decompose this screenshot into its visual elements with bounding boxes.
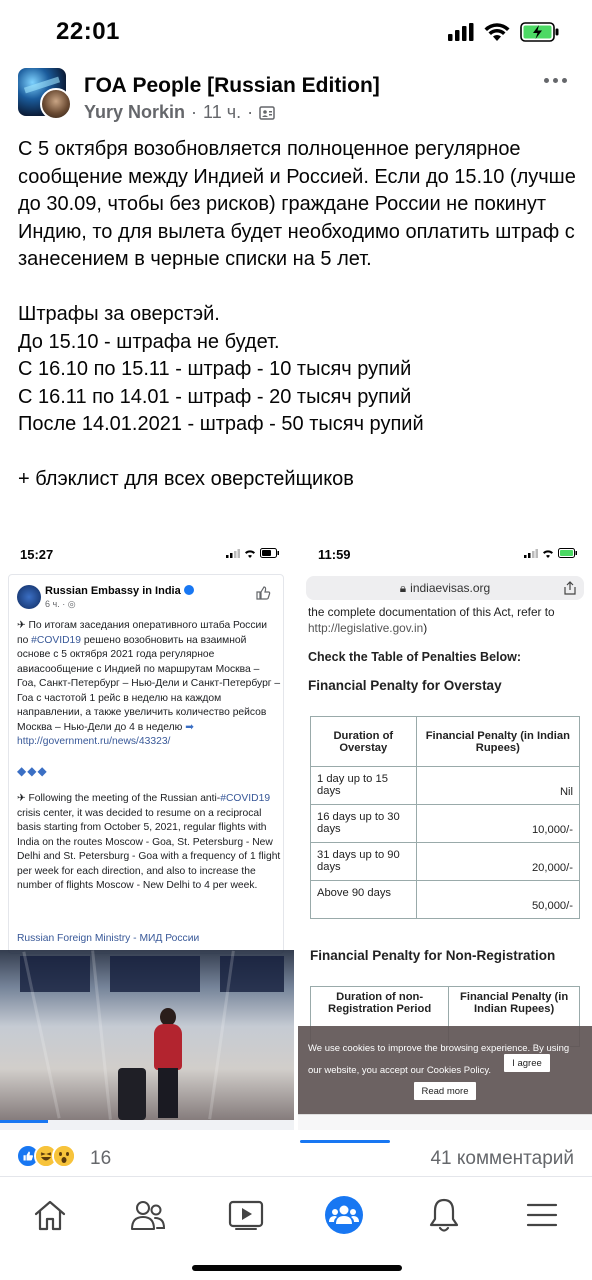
more-options-icon[interactable] (540, 70, 570, 90)
doc-link-line: http://legislative.gov.in) (308, 621, 428, 635)
author-name[interactable]: Yury Norkin (84, 102, 186, 122)
globe-icon: ◎ (67, 599, 76, 609)
embassy-page-name: Russian Embassy in India (45, 585, 194, 597)
penalties-document (308, 604, 588, 693)
battery-icon (260, 548, 280, 558)
home-indicator (192, 1265, 402, 1271)
doc-line: the complete documentation of this Act, refer to (308, 605, 555, 619)
lock-icon: 🔒︎ (399, 580, 407, 595)
browser-toolbar (298, 1114, 592, 1130)
embassy-post-text: ✈ По итогам заседания оперативного штаба России по #COVID19 решено возобновить на взаимной основе с 5 октября 2021 года регулярное авиасообщение с Индией по маршрутам Москва – Гоа, Санкт-Петербург – Нью-Дели и Санкт-Петербург – Гоа с частотой 1 рейс в неделю на каждом направлении, а также увеличить количество рейсов Москва – Нью-Дели до 4 в неделю ➡ http://government.ru/news/43323/ ◆◆◆ ✈ Following the meeting of the Russian anti-#COVID19 crisis center, it was decided to resume on a reciprocal basis starting from October 5, 2021, regular flights with India on the routes Moscow - Goa, St. Petersburg - New Delhi and St. Petersburg - Goa with a frequency of 1 flight per week for each direction, and also to increase the number of flights Moscow - New Delhi to 4 per week. (17, 620, 281, 891)
nonregistration-title: Financial Penalty for Non-Registration (310, 948, 556, 963)
mini-tab-bar (0, 1120, 296, 1130)
table-row: 31 days up to 90 days 20,000/- (311, 843, 580, 881)
embassy-post-meta: 6 ч. · ◎ (45, 599, 76, 609)
wow-reaction-icon (52, 1144, 76, 1168)
group-privacy-icon (259, 105, 275, 121)
table-row: 1 day up to 15 days Nil (311, 767, 580, 805)
tab-groups[interactable] (320, 1191, 368, 1239)
attached-image-penalties[interactable] (298, 538, 592, 1130)
mini-status-bar (0, 538, 294, 568)
mini-status-icons (226, 548, 280, 558)
fine-line: После 14.01.2021 - штраф - 50 тысяч рупий (18, 413, 424, 435)
reactions-row (0, 1140, 592, 1176)
post-time[interactable]: 11 ч. (203, 102, 242, 122)
government-link: http://government.ru/news/43323/ (17, 736, 171, 747)
battery-charging-icon (520, 22, 560, 42)
mini-status-time: 15:27 (20, 547, 54, 562)
plane-icon: ✈ (17, 620, 29, 631)
tab-notifications[interactable] (420, 1191, 468, 1239)
reaction-icons[interactable] (16, 1144, 70, 1168)
tab-menu[interactable] (518, 1191, 566, 1239)
battery-charging-icon (558, 548, 578, 558)
fines-title: Штрафы за оверстэй. (18, 303, 220, 325)
arrow-icon: ➡ (185, 721, 194, 733)
post-text (18, 136, 578, 494)
tab-watch[interactable] (222, 1191, 270, 1239)
wifi-icon (542, 549, 554, 558)
user-avatar[interactable] (40, 88, 72, 120)
comments-count[interactable]: 41 комментарий (430, 1148, 574, 1169)
hamburger-menu-icon (526, 1202, 558, 1228)
video-icon (228, 1200, 264, 1230)
table-header: Duration of Overstay (311, 717, 417, 767)
table-header: Duration of non-Registration Period (311, 987, 449, 1047)
cellular-signal-icon (448, 23, 474, 41)
table-row: 16 days up to 30 days 10,000/- (311, 805, 580, 843)
status-time: 22:01 (56, 18, 120, 45)
friends-icon (129, 1199, 167, 1231)
browser-url-bar: 🔒︎ indiaevisas.org (306, 576, 584, 600)
group-name[interactable]: ГОА People [Russian Edition] (84, 74, 380, 97)
airport-photo (0, 950, 294, 1120)
fine-line: С 16.11 по 14.01 - штраф - 20 тысяч рупий (18, 385, 412, 408)
bell-icon (428, 1197, 460, 1233)
status-icons (448, 22, 560, 42)
cellular-signal-icon (524, 549, 538, 558)
wifi-icon (244, 549, 256, 558)
reaction-count[interactable]: 16 (90, 1148, 112, 1169)
verified-badge-icon (184, 585, 194, 595)
check-table-title: Check the Table of Penalties Below: (308, 650, 522, 664)
plane-icon: ✈ (17, 793, 29, 804)
fine-line: До 15.10 - штрафа не будет. (18, 330, 280, 353)
overstay-title: Financial Penalty for Overstay (308, 678, 502, 693)
tab-friends[interactable] (124, 1191, 172, 1239)
mini-status-icons (524, 548, 578, 558)
table-header: Financial Penalty (in Indian Rupees) (416, 717, 579, 767)
meta-separator: · (191, 102, 198, 122)
table-header: Financial Penalty (in Indian Rupees) (449, 987, 580, 1047)
home-icon (32, 1198, 68, 1232)
image-scroll-indicator (300, 1140, 390, 1143)
cookie-agree-button: I agree (504, 1054, 550, 1072)
thumbs-up-icon (255, 585, 271, 601)
attached-image-embassy[interactable] (0, 538, 296, 1130)
meta-separator: · (247, 102, 254, 122)
ministry-link: Russian Foreign Ministry - МИД России (17, 933, 200, 944)
post-paragraph: С 5 октября возобновляется полноценное регулярное сообщение между Индией и Россией. Если до 15.10 (лучше до 30.09, чтобы без рисков) граждане России не покинут Индию, то для вылета будет необходимо оплатить штраф с занесением в черные списки на 5 лет. (18, 138, 576, 270)
blacklist-line: + блэклист для всех оверстейщиков (18, 468, 354, 490)
groups-icon (324, 1195, 364, 1235)
cookie-text: We use cookies to improve the browsing experience. By using our website, you accept our Cookies Policy. (308, 1043, 570, 1076)
post-header (0, 66, 592, 126)
post-meta (84, 102, 275, 123)
mini-status-bar (298, 538, 592, 568)
wifi-icon (484, 23, 510, 42)
embassy-logo (17, 585, 41, 609)
fine-line: С 16.10 по 15.11 - штраф - 10 тысяч рупий (18, 358, 412, 380)
table-row: Above 90 days 50,000/- (311, 881, 580, 919)
mini-status-time: 11:59 (318, 547, 351, 562)
share-icon (564, 581, 576, 595)
cookie-read-more-button: Read more (414, 1082, 476, 1100)
tab-home[interactable] (26, 1191, 74, 1239)
cookie-banner (298, 1026, 592, 1114)
cellular-signal-icon (226, 549, 240, 558)
status-bar (0, 0, 592, 64)
bottom-tab-bar (0, 1176, 592, 1280)
diamonds-divider: ◆◆◆ (17, 763, 48, 778)
embassy-post-card (8, 574, 284, 954)
overstay-penalty-table (310, 716, 580, 919)
